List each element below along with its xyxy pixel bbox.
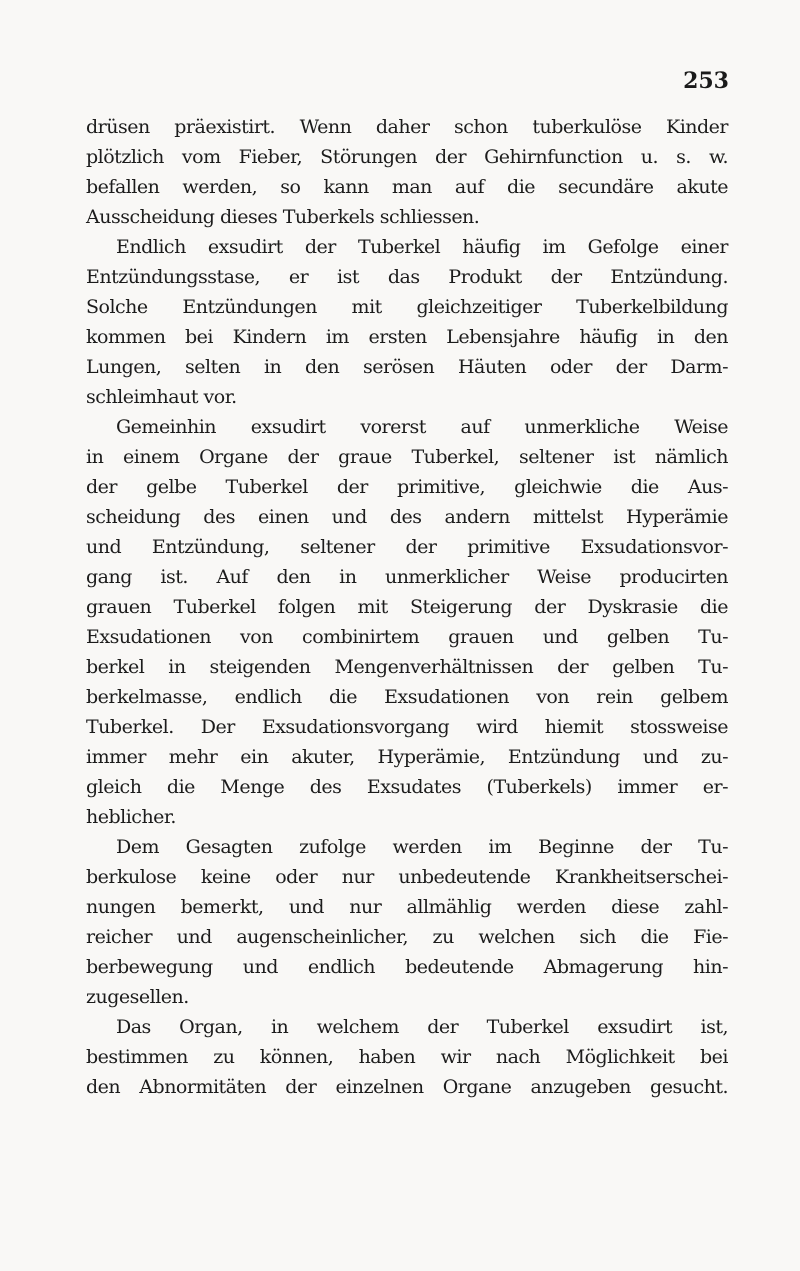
text-line: Entzündungsstase, er ist das Produkt der Entzündung. bbox=[86, 266, 728, 288]
text-line: Gemeinhin exsudirt vorerst auf unmerkliche Weise bbox=[116, 416, 728, 438]
text-line: heblicher. bbox=[86, 806, 176, 828]
text-line: in einem Organe der graue Tuberkel, seltener ist nämlich bbox=[86, 446, 728, 468]
text-line: Tuberkel. Der Exsudationsvorgang wird hiemit stossweise bbox=[86, 716, 728, 738]
text-line: befallen werden, so kann man auf die secundäre akute bbox=[86, 176, 728, 198]
text-line: grauen Tuberkel folgen mit Steigerung der Dyskrasie die bbox=[86, 596, 728, 618]
text-line: Dem Gesagten zufolge werden im Beginne der Tu- bbox=[116, 836, 728, 858]
text-line: den Abnormitäten der einzelnen Organe anzugeben gesucht. bbox=[86, 1076, 728, 1098]
page-number: 253 bbox=[683, 68, 729, 94]
text-line: Solche Entzündungen mit gleichzeitiger Tuberkelbildung bbox=[86, 296, 728, 318]
text-line: berbewegung und endlich bedeutende Abmagerung hin- bbox=[86, 956, 728, 978]
text-line: nungen bemerkt, und nur allmählig werden diese zahl- bbox=[86, 896, 728, 918]
text-line: drüsen präexistirt. Wenn daher schon tuberkulöse Kinder bbox=[86, 116, 728, 138]
text-line: Endlich exsudirt der Tuberkel häufig im Gefolge einer bbox=[116, 236, 728, 258]
text-line: gang ist. Auf den in unmerklicher Weise producirten bbox=[86, 566, 728, 588]
text-line: plötzlich vom Fieber, Störungen der Gehirnfunction u. s. w. bbox=[86, 146, 728, 168]
text-line: Lungen, selten in den serösen Häuten oder der Darm- bbox=[86, 356, 728, 378]
text-line: zugesellen. bbox=[86, 986, 189, 1008]
text-line: bestimmen zu können, haben wir nach Möglichkeit bei bbox=[86, 1046, 728, 1068]
text-line: reicher und augenscheinlicher, zu welchen sich die Fie- bbox=[86, 926, 728, 948]
text-line: scheidung des einen und des andern mittelst Hyperämie bbox=[86, 506, 728, 528]
text-line: berkelmasse, endlich die Exsudationen von rein gelbem bbox=[86, 686, 728, 708]
text-line: kommen bei Kindern im ersten Lebensjahre häufig in den bbox=[86, 326, 728, 348]
text-line: gleich die Menge des Exsudates (Tuberkels) immer er- bbox=[86, 776, 728, 798]
text-line: und Entzündung, seltener der primitive Exsudationsvor- bbox=[86, 536, 728, 558]
body-text bbox=[86, 112, 728, 1102]
text-line: Exsudationen von combinirtem grauen und gelben Tu- bbox=[86, 626, 728, 648]
text-line: immer mehr ein akuter, Hyperämie, Entzündung und zu- bbox=[86, 746, 728, 768]
text-line: berkulose keine oder nur unbedeutende Krankheitserschei- bbox=[86, 866, 728, 888]
text-line: berkel in steigenden Mengenverhältnissen der gelben Tu- bbox=[86, 656, 728, 678]
text-line: schleimhaut vor. bbox=[86, 386, 237, 408]
text-line: Das Organ, in welchem der Tuberkel exsudirt ist, bbox=[116, 1016, 728, 1038]
text-line: Ausscheidung dieses Tuberkels schliessen. bbox=[86, 206, 480, 228]
text-line: der gelbe Tuberkel der primitive, gleichwie die Aus- bbox=[86, 476, 728, 498]
